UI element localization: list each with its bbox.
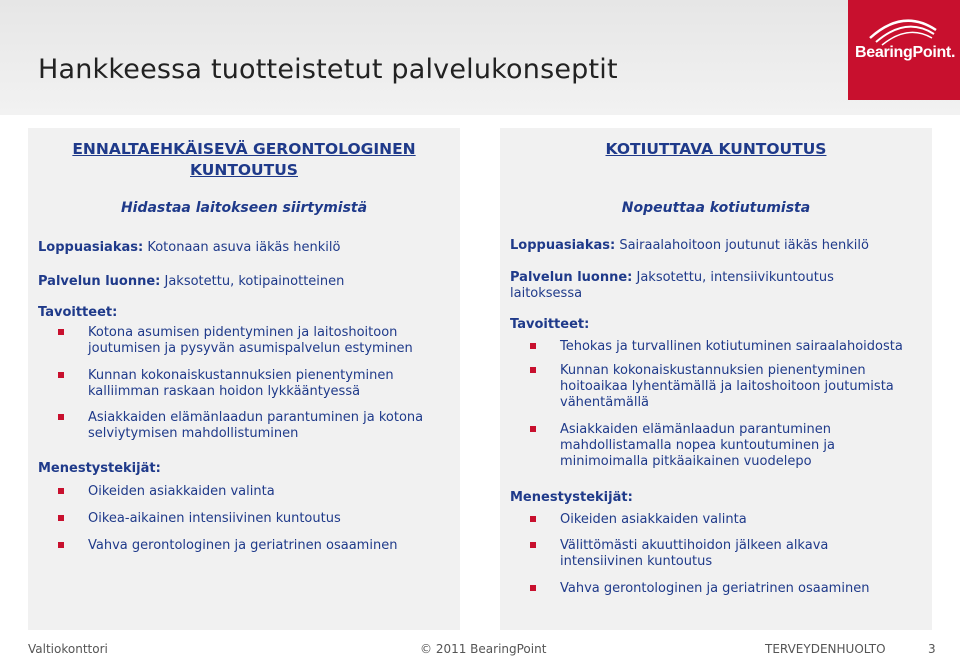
- right-goal-item: Tehokas ja turvallinen kotiutuminen sairaalahoidosta: [530, 339, 910, 355]
- left-nature-row: Palvelun luonne: Jaksotettu, kotipainotteinen: [38, 274, 345, 289]
- footer-section: TERVEYDENHUOLTO: [765, 642, 886, 656]
- bullet-square-icon: [530, 426, 536, 432]
- right-goals-label: Tavoitteet:: [510, 317, 590, 332]
- bullet-square-icon: [530, 516, 536, 522]
- left-success-label: Menestystekijät:: [38, 461, 161, 476]
- bullet-square-icon: [530, 367, 536, 373]
- page-title: Hankkeessa tuotteistetut palvelukonseptit: [38, 54, 618, 85]
- right-success-item: Välittömästi akuuttihoidon jälkeen alkava intensiivinen kuntoutus: [530, 538, 910, 570]
- footer-copyright: © 2011 BearingPoint: [420, 642, 547, 656]
- bullet-square-icon: [58, 488, 64, 494]
- right-client-row: Loppuasiakas: Sairaalahoitoon joutunut iäkäs henkilö: [510, 238, 869, 253]
- left-goals-label: Tavoitteet:: [38, 305, 118, 320]
- left-goal-item: Kotona asumisen pidentyminen ja laitoshoitoon joutumisen ja pysyvän asumispalvelun estyminen: [58, 325, 438, 357]
- left-concept-panel: [28, 128, 460, 630]
- bullet-square-icon: [58, 515, 64, 521]
- left-goal-item: Asiakkaiden elämänlaadun parantuminen ja kotona selviytymisen mahdollistuminen: [58, 410, 438, 442]
- bullet-square-icon: [58, 414, 64, 420]
- right-success-item: Oikeiden asiakkaiden valinta: [530, 512, 910, 528]
- right-concept-panel: [500, 128, 932, 630]
- left-client-row: Loppuasiakas: Kotonaan asuva iäkäs henkilö: [38, 240, 341, 255]
- bullet-square-icon: [58, 372, 64, 378]
- right-goal-item: Asiakkaiden elämänlaadun parantuminen mahdollistamalla nopea kuntoutuminen ja minimoimalla pitkäaikainen vuodelepo: [530, 422, 910, 470]
- right-success-label: Menestystekijät:: [510, 490, 633, 505]
- bullet-square-icon: [530, 585, 536, 591]
- left-subheading: Hidastaa laitokseen siirtymistä: [120, 200, 368, 216]
- bearingpoint-logo: [848, 0, 960, 100]
- bullet-square-icon: [58, 329, 64, 335]
- bullet-square-icon: [530, 542, 536, 548]
- page-number: 3: [928, 642, 936, 656]
- left-success-item: Vahva gerontologinen ja geriatrinen osaaminen: [58, 538, 438, 554]
- right-nature-row: Palvelun luonne: Jaksotettu, intensiivikuntoutus laitoksessa: [510, 270, 834, 301]
- logo-text: BearingPoint.: [855, 44, 956, 61]
- right-subheading: Nopeuttaa kotiutumista: [621, 200, 811, 216]
- right-heading: KOTIUTTAVA KUNTOUTUS: [605, 140, 827, 158]
- footer-left: Valtiokonttori: [28, 642, 108, 656]
- right-success-item: Vahva gerontologinen ja geriatrinen osaaminen: [530, 581, 910, 597]
- left-goal-item: Kunnan kokonaiskustannuksien pienentyminen kalliimman raskaan hoidon lykkääntyessä: [58, 368, 438, 400]
- left-heading: ENNALTAEHKÄISEVÄ GERONTOLOGINEN KUNTOUTUS: [72, 140, 416, 179]
- bullet-square-icon: [58, 542, 64, 548]
- left-success-item: Oikea-aikainen intensiivinen kuntoutus: [58, 511, 438, 527]
- left-success-item: Oikeiden asiakkaiden valinta: [58, 484, 438, 500]
- logo-arc-icon: [848, 0, 960, 50]
- bullet-square-icon: [530, 343, 536, 349]
- right-goal-item: Kunnan kokonaiskustannuksien pienentyminen hoitoaikaa lyhentämällä ja laitoshoitoon joutumista vähentämällä: [530, 363, 910, 411]
